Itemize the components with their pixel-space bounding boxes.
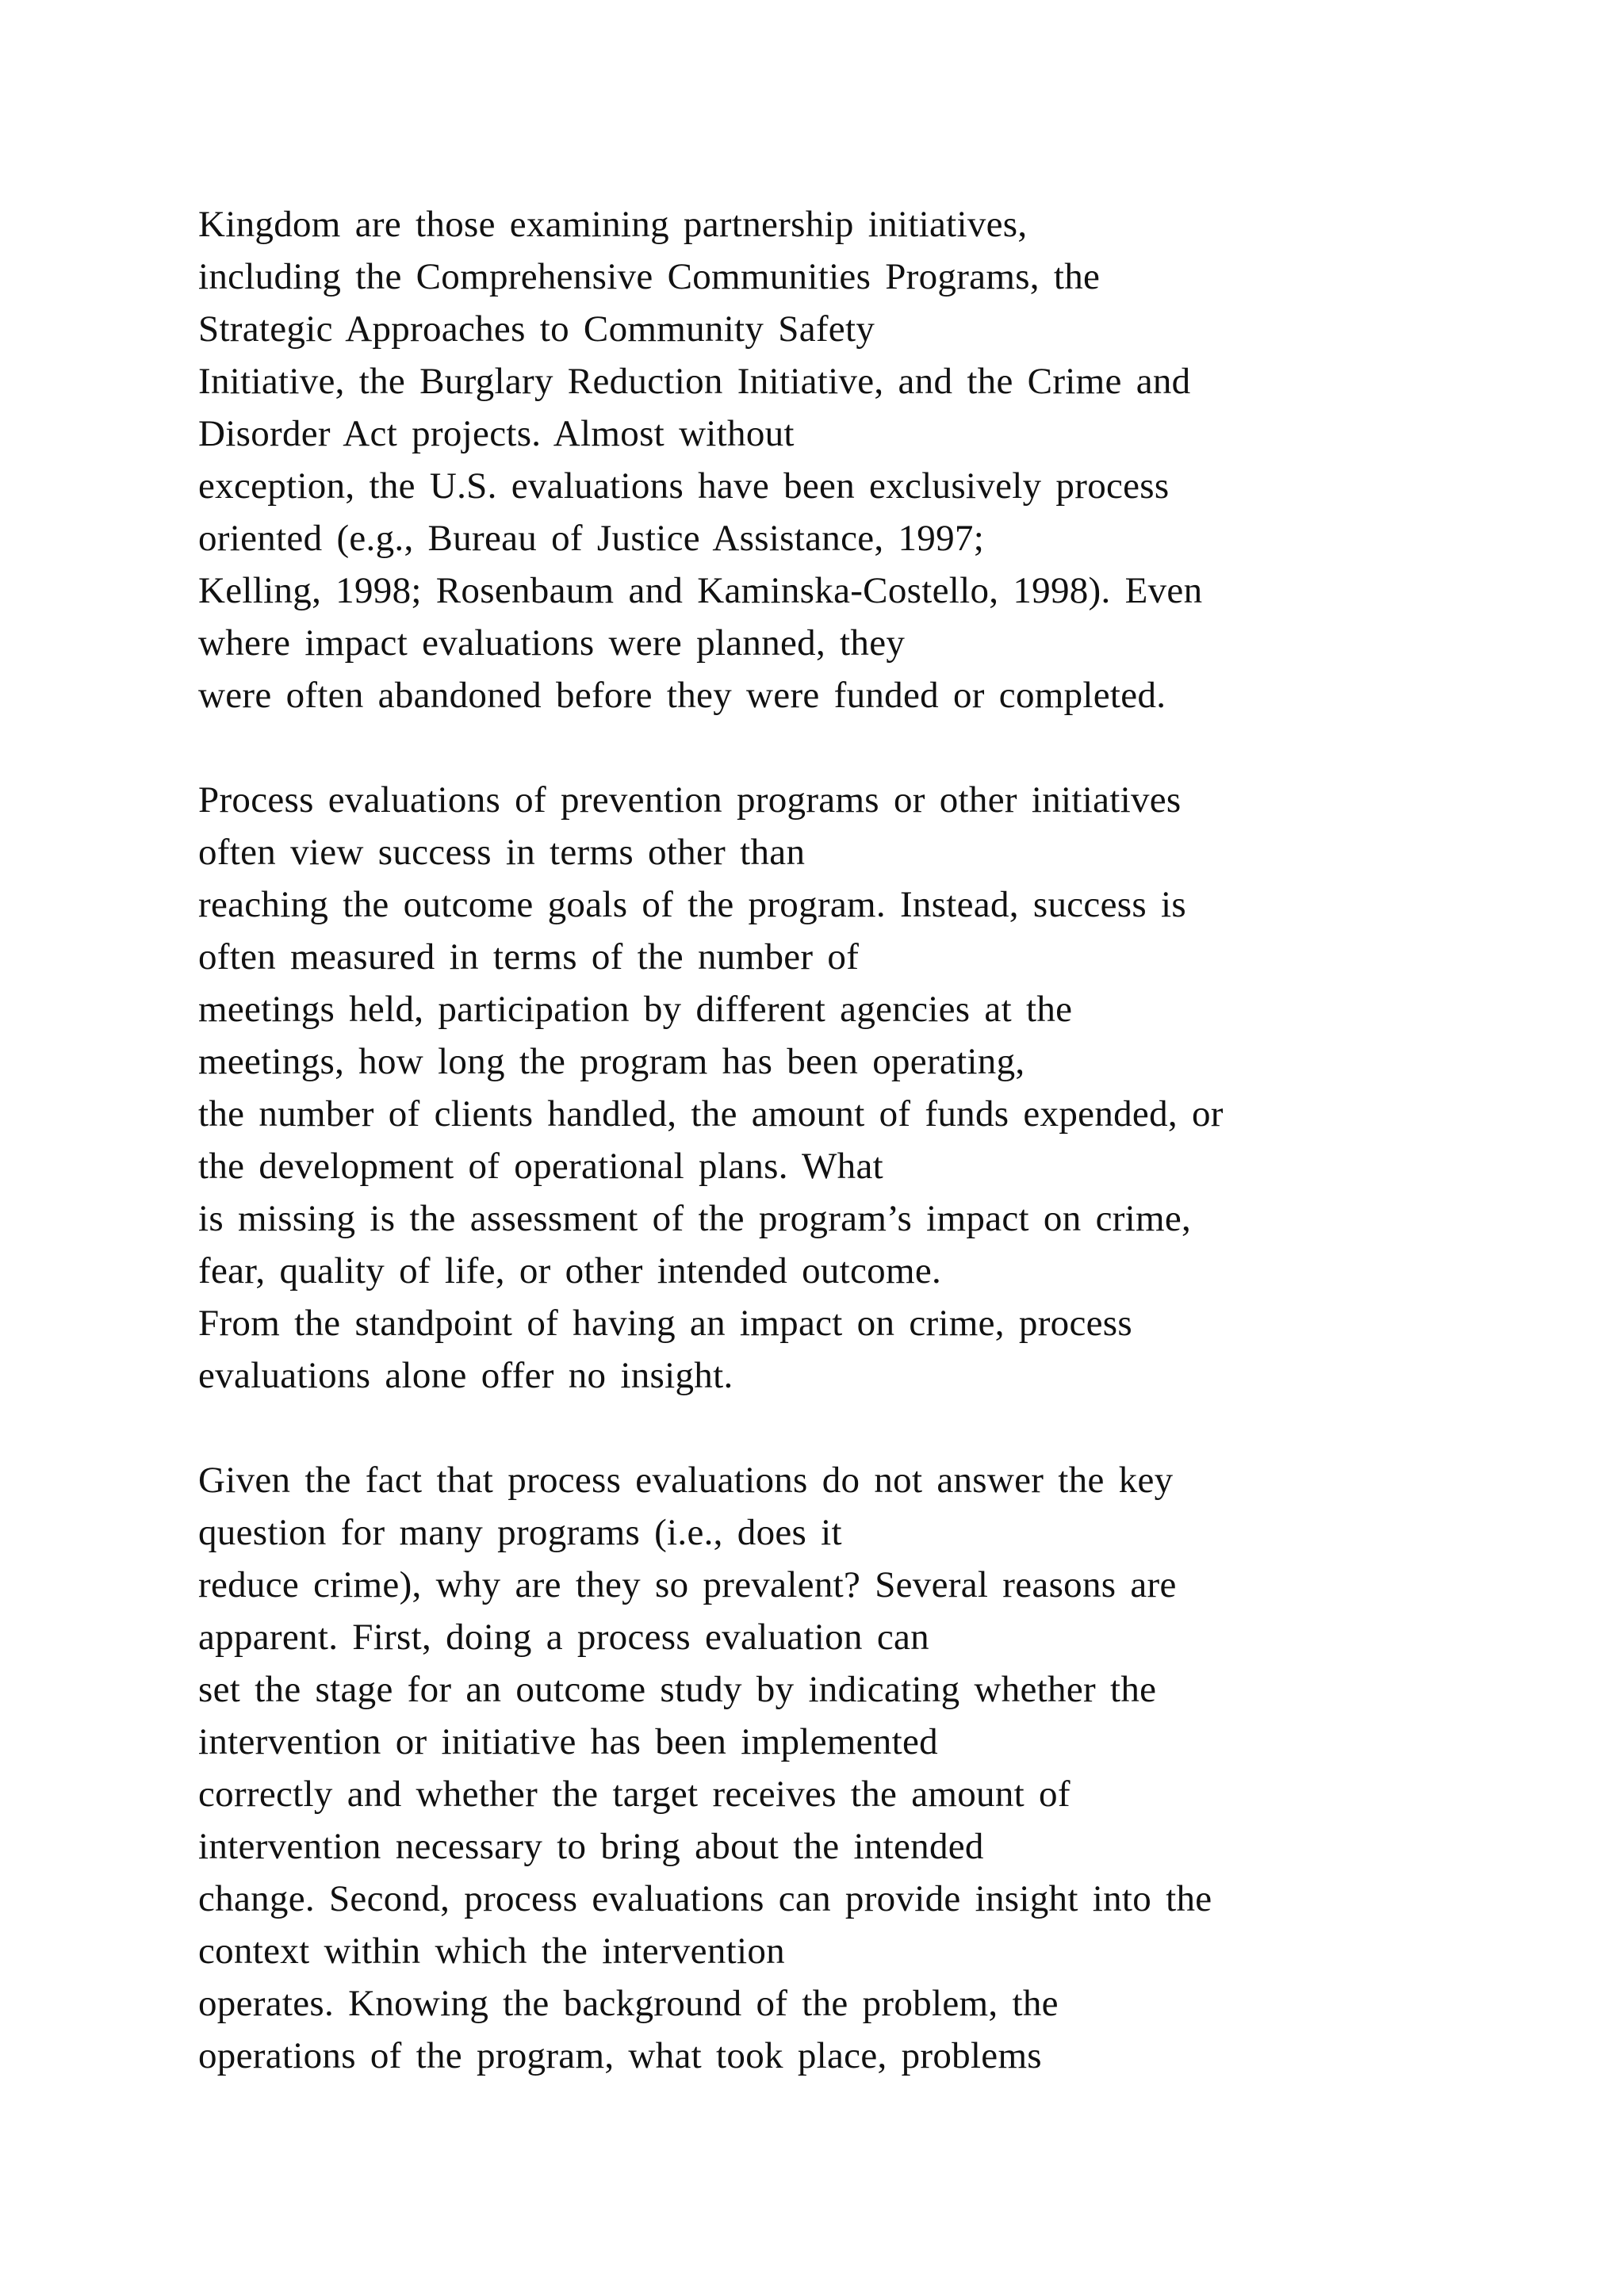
text-line: operates. Knowing the background of the problem, the	[198, 1983, 1059, 2024]
text-line: the development of operational plans. What	[198, 1146, 883, 1187]
text-line: reduce crime), why are they so prevalent? Several reasons are	[198, 1564, 1177, 1605]
paragraph-break	[198, 721, 1546, 774]
text-line: Initiative, the Burglary Reduction Initiative, and the Crime and	[198, 361, 1191, 402]
text-line: question for many programs (i.e., does it	[198, 1512, 842, 1553]
text-line: oriented (e.g., Bureau of Justice Assistance, 1997;	[198, 518, 985, 559]
text-line: were often abandoned before they were funded or completed.	[198, 675, 1166, 716]
text-line: fear, quality of life, or other intended outcome.	[198, 1250, 942, 1292]
text-line: Given the fact that process evaluations do not answer the key	[198, 1460, 1174, 1501]
text-line: operations of the program, what took place, problems	[198, 2035, 1042, 2076]
text-line: Process evaluations of prevention programs or other initiatives	[198, 779, 1182, 821]
text-line: correctly and whether the target receives the amount of	[198, 1774, 1071, 1815]
text-line: including the Comprehensive Communities Programs, the	[198, 256, 1101, 297]
text-line: context within which the intervention	[198, 1931, 785, 1972]
paragraph-2	[198, 774, 1546, 1402]
text-line: Kingdom are those examining partnership initiatives,	[198, 204, 1028, 245]
text-line: meetings held, participation by different agencies at the	[198, 989, 1073, 1030]
text-line: where impact evaluations were planned, they	[198, 622, 906, 664]
text-line: meetings, how long the program has been operating,	[198, 1041, 1025, 1082]
text-line: apparent. First, doing a process evaluation can	[198, 1617, 929, 1658]
text-line: is missing is the assessment of the program’s impact on crime,	[198, 1198, 1192, 1239]
text-line: From the standpoint of having an impact on crime, process	[198, 1303, 1132, 1344]
text-line: intervention necessary to bring about the intended	[198, 1826, 984, 1867]
text-line: Kelling, 1998; Rosenbaum and Kaminska-Costello, 1998). Even	[198, 570, 1203, 611]
paragraph-1	[198, 198, 1546, 721]
text-line: change. Second, process evaluations can provide insight into the	[198, 1878, 1212, 1919]
text-line: often view success in terms other than	[198, 832, 806, 873]
body-text	[198, 198, 1546, 2082]
text-line: evaluations alone offer no insight.	[198, 1355, 733, 1396]
text-line: often measured in terms of the number of	[198, 936, 860, 978]
paragraph-3	[198, 1454, 1546, 2082]
text-line: set the stage for an outcome study by indicating whether the	[198, 1669, 1157, 1710]
text-line: reaching the outcome goals of the program. Instead, success is	[198, 884, 1186, 925]
text-line: Disorder Act projects. Almost without	[198, 413, 795, 454]
text-line: intervention or initiative has been implemented	[198, 1721, 938, 1762]
text-line: Strategic Approaches to Community Safety	[198, 308, 875, 350]
text-line: exception, the U.S. evaluations have been exclusively process	[198, 465, 1170, 507]
text-line: the number of clients handled, the amount of funds expended, or	[198, 1093, 1224, 1135]
paragraph-break	[198, 1402, 1546, 1454]
